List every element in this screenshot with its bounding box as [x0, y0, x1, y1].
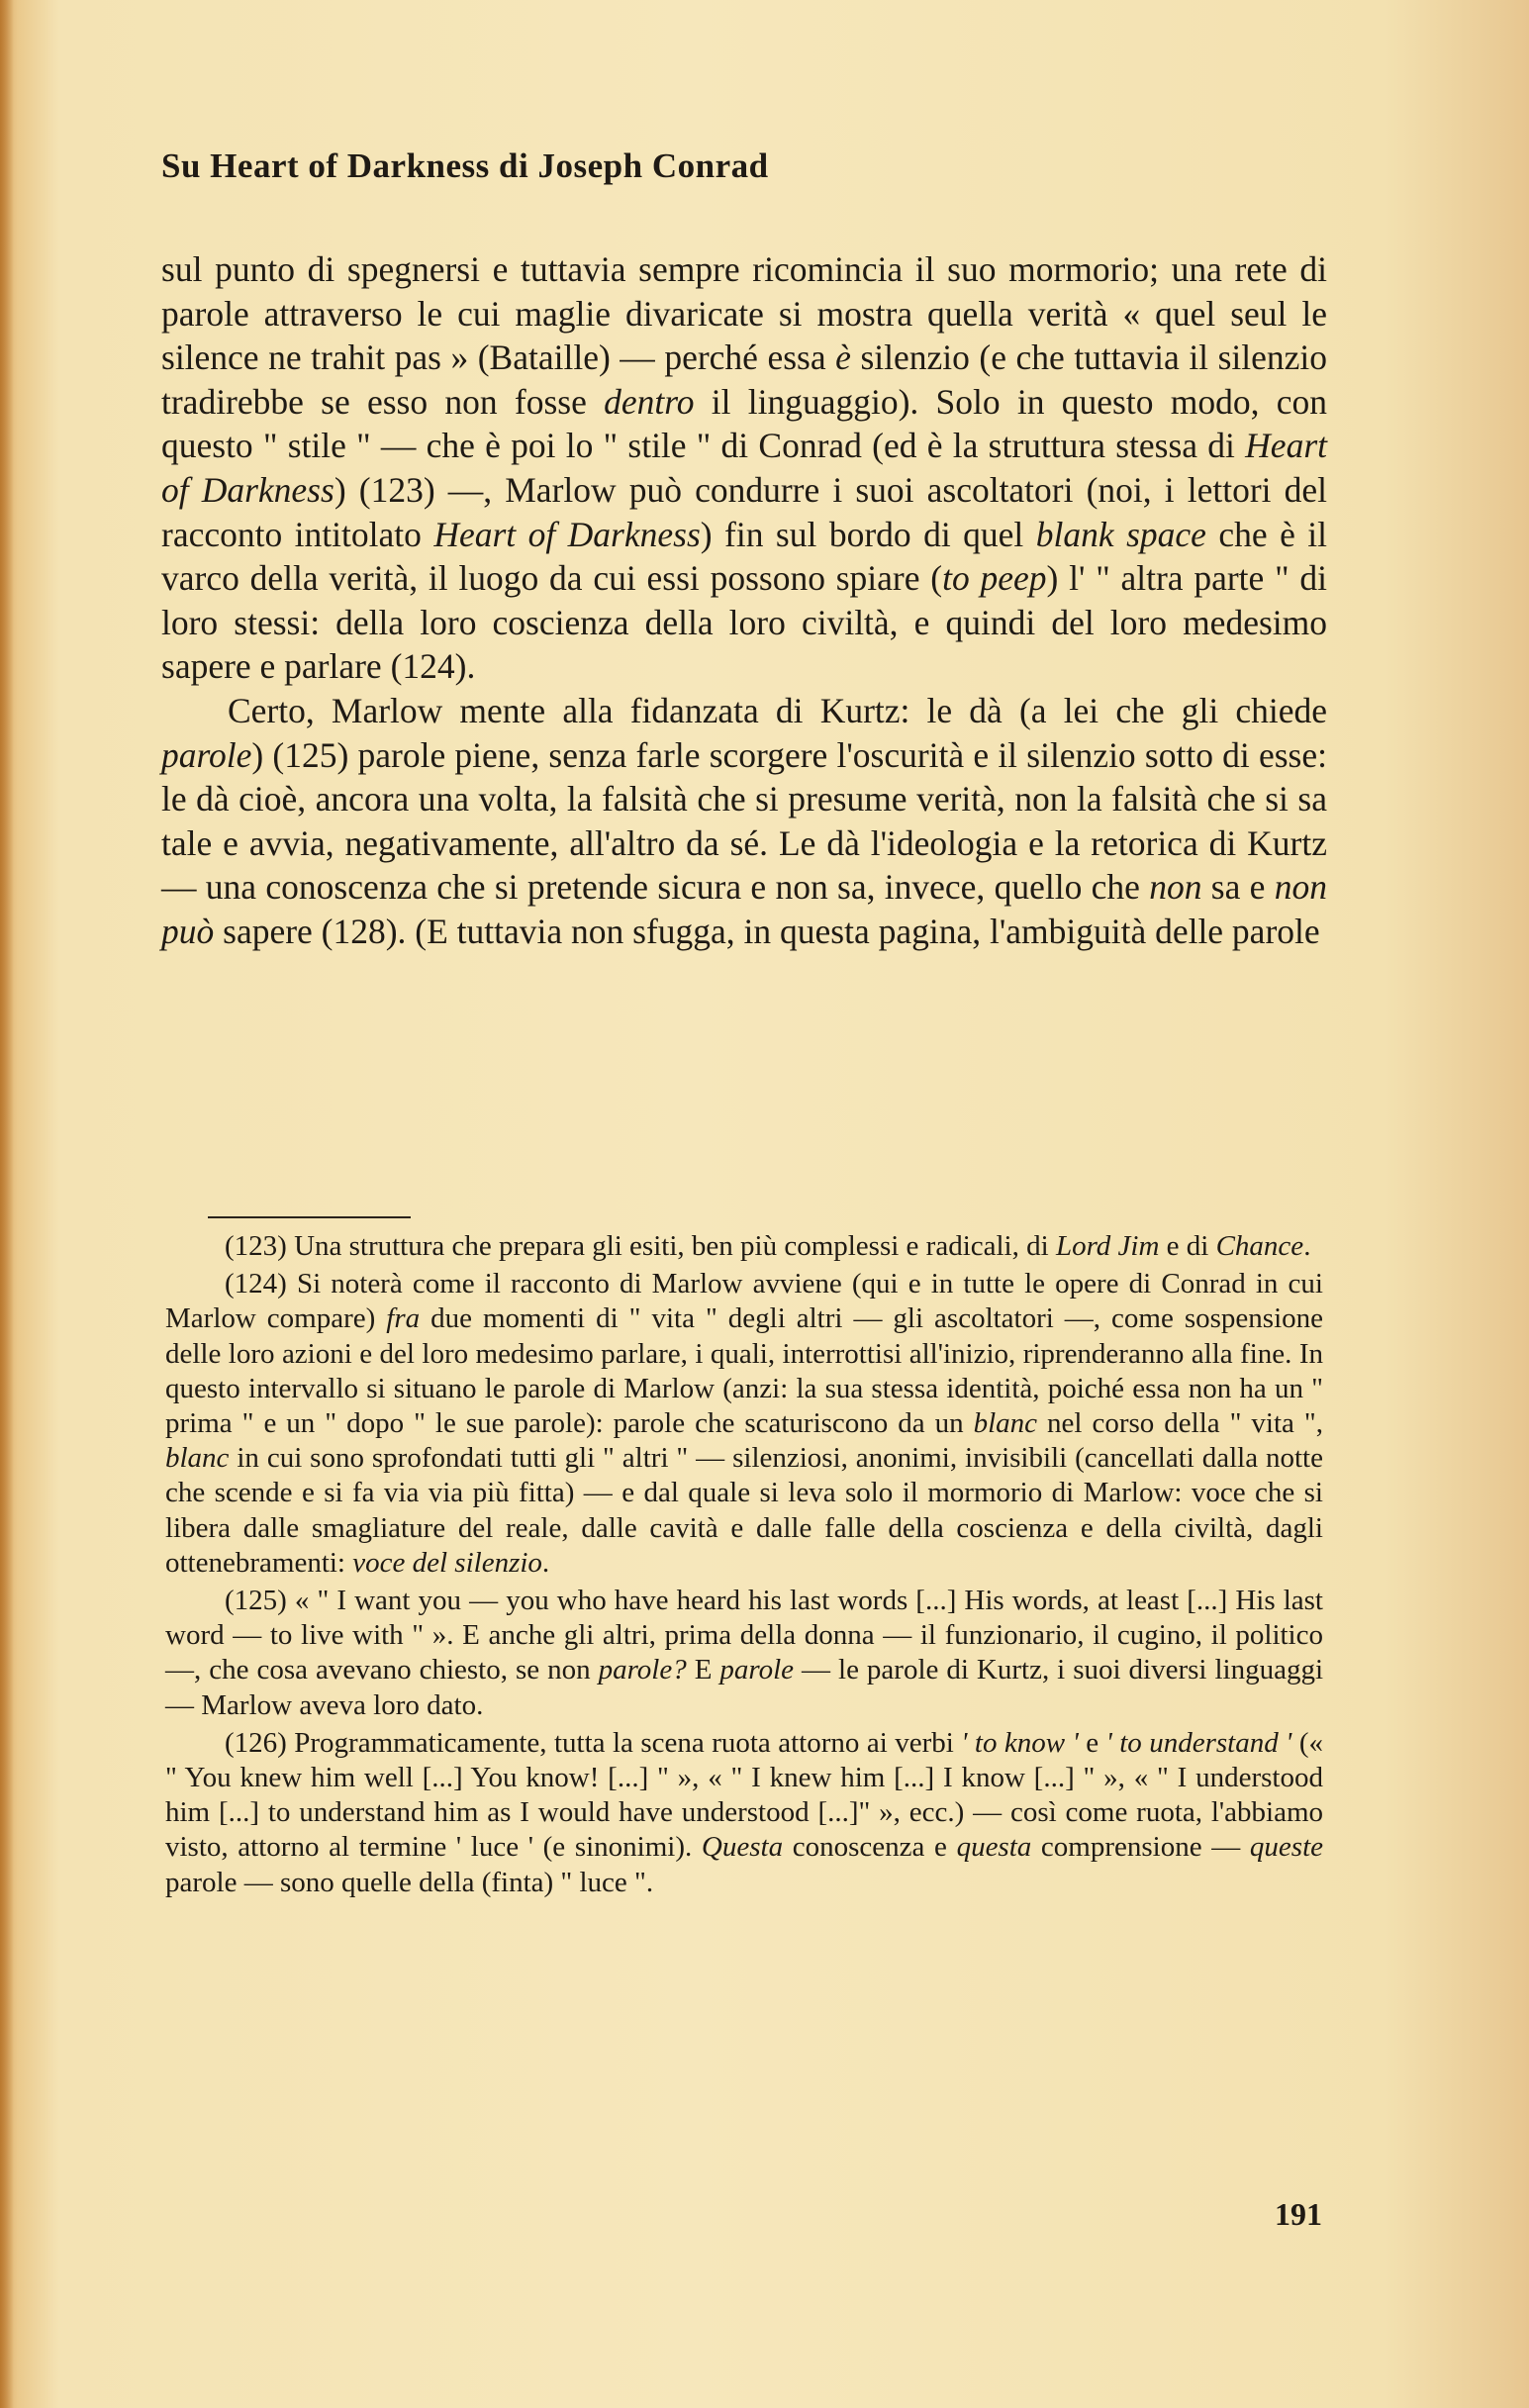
- footnote-123: (123) Una struttura che prepara gli esiti, ben più complessi e radicali, di Lord Jim e di Chance.: [225, 1230, 1311, 1262]
- footnote-124: (124) Si noterà come il racconto di Marlow avviene (qui e in tutte le opere di Conrad in cui Marlow compare) fra due momenti di " vita " degli altri — gli ascoltatori —, come sospensione delle loro azioni e del loro medesimo parlare, i quali, interrottisi all'inizio, riprenderanno alla fine. In questo intervallo si situano le parole di Marlow (anzi: la sua stessa identità, poiché essa non ha un " prima " e un " dopo " le sue parole): parole che scaturiscono da un blanc nel corso della " vita ", blanc in cui sono sprofondati tutti gli " altri " — silenziosi, anonimi, invisibili (cancellati dalla notte che scende e si fa via via più fitta) — e dal quale si leva solo il mormorio di Marlow: voce che si libera dalle smagliature del reale, dalle cavità e dalle falle della coscienza e della civiltà, dagli ottenebramenti: voce del silenzio.: [165, 1268, 1324, 1579]
- running-header: Su Heart of Darkness di Joseph Conrad: [161, 146, 769, 185]
- page-spine-shadow: [0, 0, 14, 2408]
- footnote-separator: [208, 1216, 411, 1218]
- footnote-126: (126) Programmaticamente, tutta la scena ruota attorno ai verbi ' to know ' e ' to understand ' (« " You knew him well [...] You know! [...] " », « " I knew him [...] I know [...] " », « " I understood him [...] to understand him as I would have understood [...]" », ecc.) — così come ruota, l'abbiamo visto, attorno al termine ' luce ' (e sinonimi). Questa conoscenza e questa comprensione — queste parole — sono quelle della (finta) " luce ".: [165, 1726, 1324, 1898]
- paragraph-1: sul punto di spegnersi e tuttavia sempre ricomincia il suo mormorio; una rete di parole attraverso le cui maglie divaricate si mostra quella verità « quel seul le silence ne trahit pas » (Bataille) — perché essa è silenzio (e che tuttavia il silenzio tradirebbe se esso non fosse dentro il linguaggio). Solo in questo modo, con questo " stile " — che è poi lo " stile " di Conrad (ed è la struttura stessa di Heart of Darkness) (123) —, Marlow può condurre i suoi ascoltatori (noi, i lettori del racconto intitolato Heart of Darkness) fin sul bordo di quel blank space che è il varco della verità, il luogo da cui essi possono spiare (to peep) l' " altra parte " di loro stessi: della loro coscienza della loro civiltà, e quindi del loro medesimo sapere e parlare (124).: [161, 249, 1328, 687]
- footnotes: [165, 1229, 1323, 1903]
- main-text: [161, 247, 1327, 954]
- paragraph-2: Certo, Marlow mente alla fidanzata di Kurtz: le dà (a lei che gli chiede parole) (125) parole piene, senza farle scorgere l'oscurità e il silenzio sotto di esse: le dà cioè, ancora una volta, la falsità che si presume verità, non la falsità che si sa tale e avvia, negativamente, all'altro da sé. Le dà l'ideologia e la retorica di Kurtz — una conoscenza che si pretende sicura e non sa, invece, quello che non sa e non può sapere (128). (E tuttavia non sfugga, in questa pagina, l'ambiguità delle parole: [161, 690, 1327, 951]
- page-number: 191: [1275, 2196, 1322, 2232]
- footnote-125: (125) « " I want you — you who have heard his last words [...] His words, at least [...] His last word — to live with " ». E anche gli altri, prima della donna — il funzionario, il cugino, il politico —, che cosa avevano chiesto, se non parole? E parole — le parole di Kurtz, i suoi diversi linguaggi — Marlow aveva loro dato.: [165, 1585, 1323, 1721]
